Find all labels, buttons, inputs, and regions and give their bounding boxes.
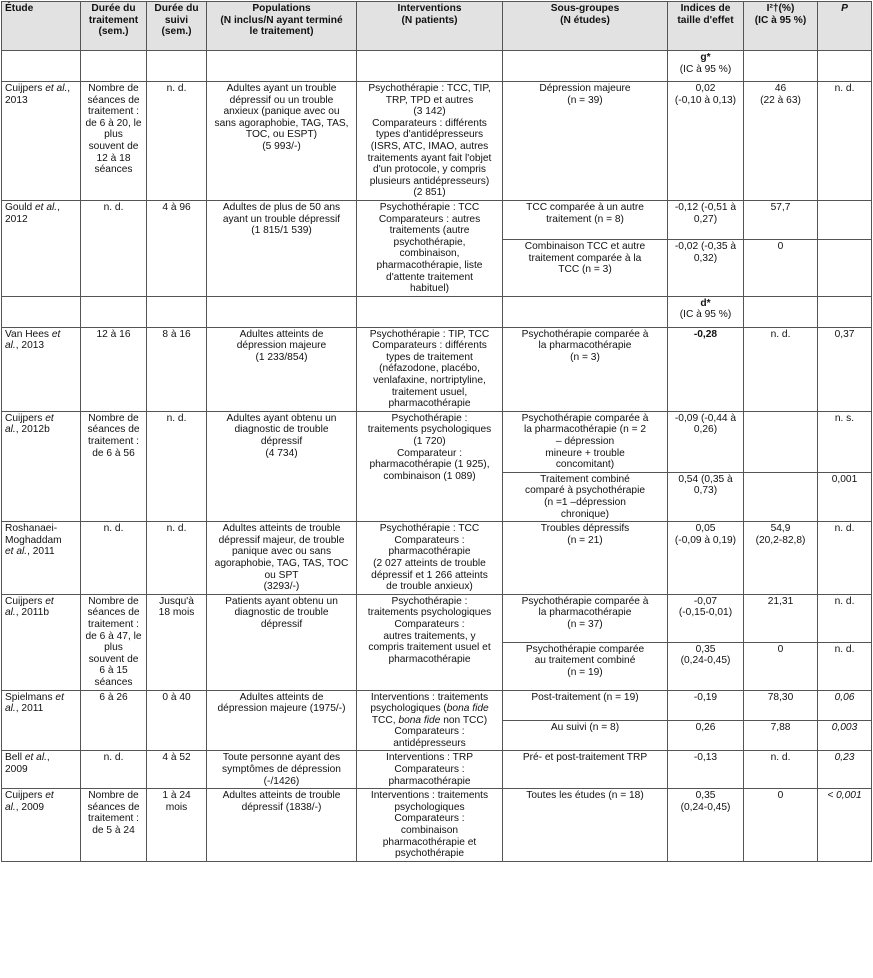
table-row — [2, 594, 872, 642]
empty-cell — [207, 51, 357, 82]
table-row — [2, 690, 872, 720]
p-value-cell: 0,23 — [818, 751, 872, 789]
interventions-text: Interventions : traitements psychologiques ( — [370, 691, 489, 715]
treatment-duration-cell: 6 à 26 — [81, 690, 147, 751]
section-subheader-row — [2, 296, 872, 327]
subgroup-cell: Post-traitement (n = 19) — [503, 690, 668, 720]
i2-cell: 46 (22 à 63) — [744, 82, 818, 201]
subgroup-cell: Pré- et post-traitement TRP — [503, 751, 668, 789]
col-header-duree-suivi: Durée du suivi (sem.) — [147, 2, 207, 51]
interventions-cell — [357, 690, 503, 751]
effect-size-label: d* — [700, 297, 711, 309]
study-etal: et al. — [5, 790, 54, 813]
i2-cell: 0 — [744, 789, 818, 862]
treatment-duration-cell: n. d. — [81, 751, 147, 789]
study-etal: et al. — [45, 83, 68, 94]
study-etal: et al. — [5, 691, 64, 715]
followup-duration-cell: 4 à 52 — [147, 751, 207, 789]
empty-cell — [357, 51, 503, 82]
empty-cell — [2, 51, 81, 82]
population-cell: Adultes atteints de trouble dépressif majeur, de trouble panique avec ou sans agoraphobie, TAG, TAS, TOC ou SPT (3293/-) — [207, 522, 357, 595]
i2-cell: 54,9 (20,2-82,8) — [744, 522, 818, 595]
subgroup-cell: Au suivi (n = 8) — [503, 720, 668, 750]
col-header-indices: Indices de taille d'effet — [668, 2, 744, 51]
table-row — [2, 411, 872, 472]
study-author: Cuijpers — [5, 790, 46, 802]
population-cell: Adultes ayant un trouble dépressif ou un trouble anxieux (panique avec ou sans agoraphobie, TAG, TAS, TOC, ou ESPT) (5 993/-) — [207, 82, 357, 201]
table-row — [2, 522, 872, 595]
effect-size-cell: 0,54 (0,35 à 0,73) — [668, 472, 744, 521]
empty-cell — [81, 296, 147, 327]
interventions-italic: bona fide — [398, 714, 441, 726]
treatment-duration-cell: Nombre de séances de traitement : de 6 à 20, le plus souvent de 12 à 18 séances — [81, 82, 147, 201]
table-row — [2, 200, 872, 239]
population-cell: Adultes de plus de 50 ans ayant un trouble dépressif (1 815/1 539) — [207, 200, 357, 296]
col-header-i2: I²†(%) (IC à 95 %) — [744, 2, 818, 51]
empty-cell — [818, 296, 872, 327]
col-header-p: P — [818, 2, 872, 51]
study-cell — [2, 522, 81, 595]
table-body — [2, 51, 872, 862]
effect-size-cell: -0,13 — [668, 751, 744, 789]
i2-cell: n. d. — [744, 751, 818, 789]
followup-duration-cell: n. d. — [147, 411, 207, 521]
study-author: Gould — [5, 201, 36, 213]
followup-duration-cell: Jusqu'à 18 mois — [147, 594, 207, 690]
followup-duration-cell: 4 à 96 — [147, 200, 207, 296]
table-row — [2, 327, 872, 411]
subgroup-cell: Psychothérapie comparée à la pharmacothérapie (n = 2 – dépression mineure + trouble concomitant) — [503, 411, 668, 472]
study-year: , 2013 — [5, 83, 71, 106]
empty-cell — [147, 51, 207, 82]
effect-size-ci-label: (IC à 95 %) — [679, 63, 732, 75]
followup-duration-cell: 1 à 24 mois — [147, 789, 207, 862]
study-cell — [2, 690, 81, 751]
header-row — [2, 2, 872, 51]
effect-size-cell: 0,35 (0,24-0,45) — [668, 642, 744, 690]
study-etal: et al. — [35, 201, 58, 213]
effect-size-cell: -0,07 (-0,15-0,01) — [668, 594, 744, 642]
i2-cell: n. d. — [744, 327, 818, 411]
p-value-cell: 0,37 — [818, 327, 872, 411]
study-year: , 2011 — [15, 703, 44, 715]
interventions-cell: Psychothérapie : traitements psychologiques Comparateurs : autres traitements, y compris traitement usuel et pharmacothérapie — [357, 594, 503, 690]
study-etal: et al. — [5, 595, 54, 619]
p-value-cell: 0,001 — [818, 472, 872, 521]
p-value-cell — [818, 200, 872, 239]
empty-cell — [147, 296, 207, 327]
effect-size-type-header — [668, 51, 744, 82]
population-cell: Adultes atteints de trouble dépressif (1838/-) — [207, 789, 357, 862]
study-etal: et al. — [5, 412, 54, 436]
interventions-cell: Psychothérapie : TIP, TCC Comparateurs : différents types de traitement (néfazodone, placébo, venlafaxine, nortriptyline, traitement usuel, pharmacothérapie — [357, 327, 503, 411]
i2-cell: 57,7 — [744, 200, 818, 239]
p-value-cell: n. d. — [818, 642, 872, 690]
col-header-populations: Populations (N inclus/N ayant terminé le traitement) — [207, 2, 357, 51]
interventions-cell: Psychothérapie : TCC Comparateurs : autres traitements (autre psychothérapie, combinaison, pharmacothérapie, liste d'attente traitement habituel) — [357, 200, 503, 296]
effect-size-cell: -0,09 (-0,44 à 0,26) — [668, 411, 744, 472]
subgroup-cell: Troubles dépressifs (n = 21) — [503, 522, 668, 595]
followup-duration-cell: 8 à 16 — [147, 327, 207, 411]
i2-cell: 7,88 — [744, 720, 818, 750]
interventions-cell: Interventions : TRP Comparateurs : pharmacothérapie — [357, 751, 503, 789]
treatment-duration-cell: Nombre de séances de traitement : de 6 à 47, le plus souvent de 6 à 15 séances — [81, 594, 147, 690]
interventions-cell: Psychothérapie : TCC Comparateurs : pharmacothérapie (2 027 atteints de trouble dépressif et 1 266 atteints de trouble anxieux) — [357, 522, 503, 595]
treatment-duration-cell: Nombre de séances de traitement : de 6 à 56 — [81, 411, 147, 521]
study-cell — [2, 751, 81, 789]
treatment-duration-cell: Nombre de séances de traitement : de 5 à 24 — [81, 789, 147, 862]
study-year: , 2011b — [15, 607, 49, 619]
p-value-cell: < 0,001 — [818, 789, 872, 862]
followup-duration-cell: 0 à 40 — [147, 690, 207, 751]
study-cell — [2, 327, 81, 411]
empty-cell — [503, 51, 668, 82]
treatment-duration-cell: n. d. — [81, 522, 147, 595]
study-author: Cuijpers — [5, 83, 46, 94]
empty-cell — [744, 296, 818, 327]
effect-size-cell: 0,35 (0,24-0,45) — [668, 789, 744, 862]
effect-size-ci-label: (IC à 95 %) — [679, 309, 732, 321]
empty-cell — [357, 296, 503, 327]
p-value-cell — [818, 240, 872, 297]
study-year: , 2009 — [15, 801, 45, 813]
study-year: , 2009 — [5, 752, 50, 776]
subgroup-cell: Psychothérapie comparée au traitement combiné (n = 19) — [503, 642, 668, 690]
p-value-cell: 0,003 — [818, 720, 872, 750]
subgroup-cell: Dépression majeure (n = 39) — [503, 82, 668, 201]
section-subheader-row — [2, 51, 872, 82]
study-cell — [2, 82, 81, 201]
p-value-cell: n. d. — [818, 594, 872, 642]
study-year: , 2012 — [5, 201, 60, 225]
study-author: Bell — [5, 752, 25, 764]
study-cell — [2, 594, 81, 690]
col-header-interventions: Interventions (N patients) — [357, 2, 503, 51]
subgroup-cell: Traitement combiné comparé à psychothérapie (n =1 –dépression chronique) — [503, 472, 668, 521]
empty-cell — [207, 296, 357, 327]
study-author: Spielmans — [5, 691, 56, 703]
study-etal: et al. — [24, 752, 47, 764]
population-cell: Adultes atteints de dépression majeure (1975/-) — [207, 690, 357, 751]
study-cell — [2, 789, 81, 862]
study-cell — [2, 200, 81, 296]
interventions-cell: Psychothérapie : TCC, TIP, TRP, TPD et autres (3 142) Comparateurs : différents types d'antidépresseurs (ISRS, ATC, IMAO, autres traitements ayant fait l'objet d'un protocole, y compris plusieurs antidépresseurs) (2 851) — [357, 82, 503, 201]
study-year: , 2012b — [15, 424, 50, 436]
interventions-italic: bona fide — [446, 703, 489, 715]
table-row — [2, 751, 872, 789]
interventions-cell: Psychothérapie : traitements psychologiques (1 720) Comparateur : pharmacothérapie (1 925), combinaison (1 089) — [357, 411, 503, 521]
treatment-duration-cell: n. d. — [81, 200, 147, 296]
subgroup-cell: Psychothérapie comparée à la pharmacothérapie (n = 37) — [503, 594, 668, 642]
subgroup-cell: TCC comparée à un autre traitement (n = 8) — [503, 200, 668, 239]
effect-size-cell: -0,19 — [668, 690, 744, 720]
interventions-text: non TCC) Comparateurs : antidépresseurs — [393, 714, 488, 749]
effect-size-cell: 0,26 — [668, 720, 744, 750]
subgroup-cell: Psychothérapie comparée à la pharmacothérapie (n = 3) — [503, 327, 668, 411]
population-cell: Adultes atteints de dépression majeure (1 233/854) — [207, 327, 357, 411]
effect-size-cell: -0,12 (-0,51 à 0,27) — [668, 200, 744, 239]
empty-cell — [744, 51, 818, 82]
empty-cell — [81, 51, 147, 82]
empty-cell — [2, 296, 81, 327]
effect-size-cell: 0,02 (-0,10 à 0,13) — [668, 82, 744, 201]
i2-cell — [744, 411, 818, 472]
population-cell: Patients ayant obtenu un diagnostic de trouble dépressif — [207, 594, 357, 690]
effect-size-cell: -0,28 — [668, 327, 744, 411]
table-row — [2, 82, 872, 201]
table-row — [2, 789, 872, 862]
i2-cell: 0 — [744, 240, 818, 297]
study-cell — [2, 411, 81, 521]
i2-cell: 21,31 — [744, 594, 818, 642]
study-author: Cuijpers — [5, 412, 46, 424]
population-cell: Adultes ayant obtenu un diagnostic de trouble dépressif (4 734) — [207, 411, 357, 521]
col-header-etude: Étude — [2, 2, 81, 51]
interventions-text: TCC, — [371, 714, 396, 726]
study-author: Van Hees — [5, 328, 52, 340]
population-cell: Toute personne ayant des symptômes de dépression (-/1426) — [207, 751, 357, 789]
effect-size-label: g* — [700, 52, 711, 63]
subgroup-cell: Toutes les études (n = 18) — [503, 789, 668, 862]
empty-cell — [818, 51, 872, 82]
study-author: Roshanaei- Moghaddam — [5, 523, 62, 546]
treatment-duration-cell: 12 à 16 — [81, 327, 147, 411]
i2-cell — [744, 472, 818, 521]
p-value-cell: n. d. — [818, 82, 872, 201]
interventions-cell: Interventions : traitements psychologiques Comparateurs : combinaison pharmacothérapie et psychothérapie — [357, 789, 503, 862]
i2-cell: 78,30 — [744, 690, 818, 720]
col-header-sous-groupes: Sous-groupes (N études) — [503, 2, 668, 51]
p-value-cell: n. d. — [818, 522, 872, 595]
effect-size-cell: 0,05 (-0,09 à 0,19) — [668, 522, 744, 595]
col-header-duree-traitement: Durée du traitement (sem.) — [81, 2, 147, 51]
study-year: , 2013 — [15, 340, 45, 352]
study-year: , 2011 — [27, 546, 55, 558]
i2-cell: 0 — [744, 642, 818, 690]
effect-size-cell: -0,02 (-0,35 à 0,32) — [668, 240, 744, 297]
empty-cell — [503, 296, 668, 327]
study-author: Cuijpers — [5, 595, 46, 607]
study-etal: et al. — [5, 328, 61, 352]
p-value-cell: 0,06 — [818, 690, 872, 720]
meta-analysis-table — [1, 1, 872, 862]
subgroup-cell: Combinaison TCC et autre traitement comparée à la TCC (n = 3) — [503, 240, 668, 297]
study-etal: et al. — [5, 546, 28, 558]
p-value-cell: n. s. — [818, 411, 872, 472]
effect-size-type-header — [668, 296, 744, 327]
followup-duration-cell: n. d. — [147, 522, 207, 595]
followup-duration-cell: n. d. — [147, 82, 207, 201]
